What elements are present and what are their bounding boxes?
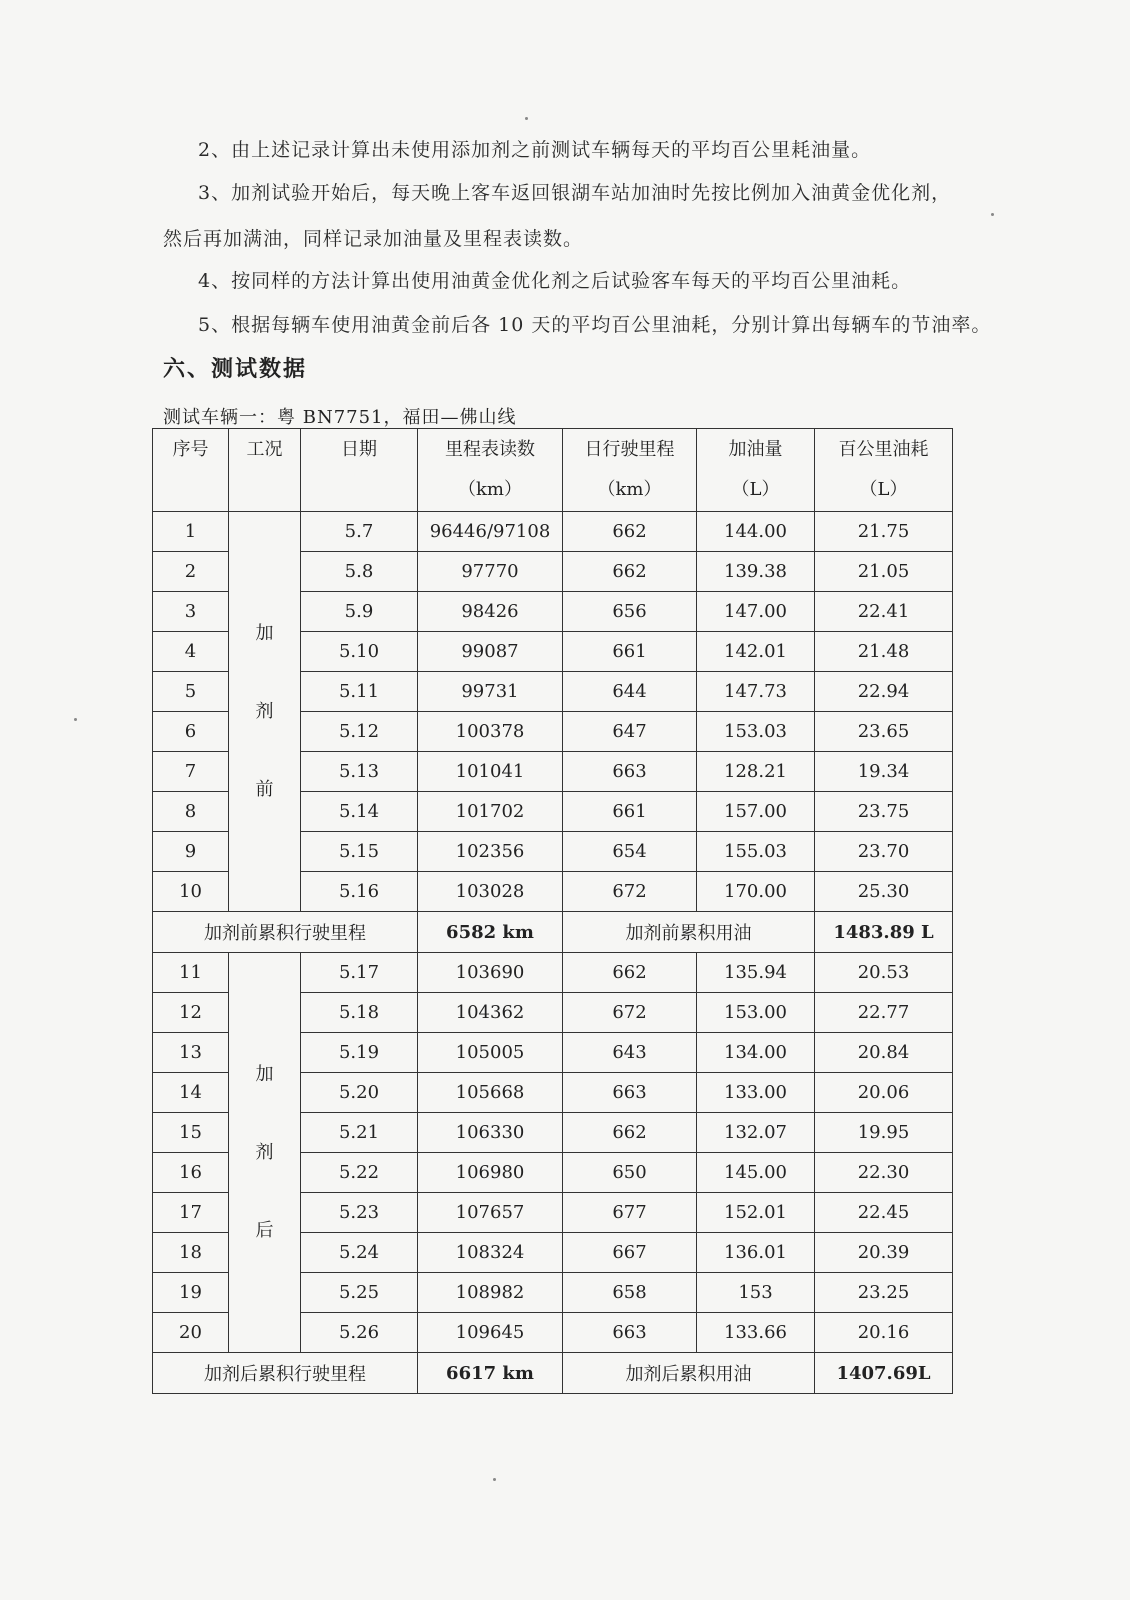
consumption-cell: 25.30 [815,872,953,912]
row-number: 6 [153,712,229,752]
row-number: 10 [153,872,229,912]
daily-distance-cell: 662 [563,512,697,552]
odometer-cell: 102356 [418,832,563,872]
column-header [697,429,815,512]
scan-speck [74,718,77,721]
summary-fuel-value: 1483.89 L [815,912,953,953]
fuel-added-cell: 170.00 [697,872,815,912]
odometer-cell: 105005 [418,1033,563,1073]
scan-speck [525,117,528,120]
fuel-added-cell: 155.03 [697,832,815,872]
consumption-cell: 23.25 [815,1273,953,1313]
row-number: 19 [153,1273,229,1313]
summary-distance-value: 6582 km [418,912,563,953]
consumption-cell: 21.48 [815,632,953,672]
fuel-added-cell: 157.00 [697,792,815,832]
fuel-added-cell: 139.38 [697,552,815,592]
fuel-added-cell: 133.00 [697,1073,815,1113]
fuel-added-cell: 135.94 [697,953,815,993]
row-number: 14 [153,1073,229,1113]
row-number: 11 [153,953,229,993]
condition-char: 剂 [255,700,274,722]
date-cell: 5.23 [301,1193,418,1233]
scan-speck [493,1478,496,1481]
fuel-added-cell: 144.00 [697,512,815,552]
consumption-cell: 22.45 [815,1193,953,1233]
row-number: 2 [153,552,229,592]
fuel-added-cell: 147.73 [697,672,815,712]
test-data-table [152,428,953,1394]
row-number: 7 [153,752,229,792]
step-2: 2、由上述记录计算出未使用添加剂之前测试车辆每天的平均百公里耗油量。 [198,139,872,161]
consumption-cell: 19.34 [815,752,953,792]
odometer-cell: 96446/97108 [418,512,563,552]
column-header-unit [153,470,228,510]
row-number: 8 [153,792,229,832]
odometer-cell: 97770 [418,552,563,592]
step-3-continued: 然后再加满油，同样记录加油量及里程表读数。 [163,228,584,250]
odometer-cell: 107657 [418,1193,563,1233]
condition-char: 剂 [255,1141,274,1163]
row-number: 15 [153,1113,229,1153]
date-cell: 5.10 [301,632,418,672]
date-cell: 5.18 [301,993,418,1033]
consumption-cell: 20.06 [815,1073,953,1113]
date-cell: 5.14 [301,792,418,832]
fuel-added-cell: 153.00 [697,993,815,1033]
fuel-added-cell: 147.00 [697,592,815,632]
daily-distance-cell: 658 [563,1273,697,1313]
column-header [815,429,953,512]
date-cell: 5.21 [301,1113,418,1153]
date-cell: 5.19 [301,1033,418,1073]
consumption-cell: 22.77 [815,993,953,1033]
step-3: 3、加剂试验开始后，每天晚上客车返回银湖车站加油时先按比例加入油黄金优化剂， [198,182,952,204]
date-cell: 5.7 [301,512,418,552]
fuel-added-cell: 128.21 [697,752,815,792]
odometer-cell: 98426 [418,592,563,632]
column-header-unit: （L） [859,479,908,500]
consumption-cell: 23.65 [815,712,953,752]
consumption-cell: 23.75 [815,792,953,832]
consumption-cell: 20.16 [815,1313,953,1353]
condition-cell [229,512,301,912]
odometer-cell: 101041 [418,752,563,792]
column-header-label: 里程表读数 [445,439,535,460]
summary-distance-value: 6617 km [418,1353,563,1394]
row-number: 12 [153,993,229,1033]
odometer-cell: 108982 [418,1273,563,1313]
daily-distance-cell: 650 [563,1153,697,1193]
odometer-cell: 106980 [418,1153,563,1193]
consumption-cell: 19.95 [815,1113,953,1153]
condition-char: 前 [255,778,274,800]
fuel-added-cell: 153 [697,1273,815,1313]
column-header-unit: （km） [458,479,522,500]
date-cell: 5.12 [301,712,418,752]
date-cell: 5.26 [301,1313,418,1353]
daily-distance-cell: 662 [563,1113,697,1153]
daily-distance-cell: 644 [563,672,697,712]
fuel-added-cell: 136.01 [697,1233,815,1273]
daily-distance-cell: 643 [563,1033,697,1073]
row-number: 18 [153,1233,229,1273]
fuel-added-cell: 134.00 [697,1033,815,1073]
odometer-cell: 104362 [418,993,563,1033]
summary-fuel-value: 1407.69L [815,1353,953,1394]
date-cell: 5.22 [301,1153,418,1193]
row-number: 3 [153,592,229,632]
date-cell: 5.15 [301,832,418,872]
date-cell: 5.25 [301,1273,418,1313]
daily-distance-cell: 663 [563,1313,697,1353]
daily-distance-cell: 677 [563,1193,697,1233]
condition-char: 加 [255,1063,274,1085]
date-cell: 5.17 [301,953,418,993]
summary-fuel-label: 加剂后累积用油 [563,1353,815,1394]
daily-distance-cell: 662 [563,953,697,993]
odometer-cell: 101702 [418,792,563,832]
row-number: 9 [153,832,229,872]
odometer-cell: 105668 [418,1073,563,1113]
odometer-cell: 103690 [418,953,563,993]
condition-char: 加 [255,622,274,644]
consumption-cell: 22.30 [815,1153,953,1193]
row-number: 13 [153,1033,229,1073]
daily-distance-cell: 663 [563,1073,697,1113]
odometer-cell: 106330 [418,1113,563,1153]
consumption-cell: 21.75 [815,512,953,552]
date-cell: 5.24 [301,1233,418,1273]
odometer-cell: 99731 [418,672,563,712]
row-number: 16 [153,1153,229,1193]
daily-distance-cell: 654 [563,832,697,872]
column-header-unit: （km） [597,479,662,500]
table-row [153,512,953,552]
date-cell: 5.9 [301,592,418,632]
row-number: 20 [153,1313,229,1353]
daily-distance-cell: 663 [563,752,697,792]
column-header-unit [229,470,300,510]
consumption-cell: 20.39 [815,1233,953,1273]
fuel-added-cell: 133.66 [697,1313,815,1353]
summary-fuel-label: 加剂前累积用油 [563,912,815,953]
daily-distance-cell: 672 [563,872,697,912]
row-number: 1 [153,512,229,552]
odometer-cell: 109645 [418,1313,563,1353]
fuel-added-cell: 152.01 [697,1193,815,1233]
column-header-label: 工况 [246,439,283,460]
consumption-cell: 20.84 [815,1033,953,1073]
consumption-cell: 22.94 [815,672,953,712]
daily-distance-cell: 662 [563,552,697,592]
column-header-unit [301,470,417,510]
column-header [301,429,418,512]
summary-distance-label: 加剂前累积行驶里程 [153,912,418,953]
scan-speck [991,213,994,216]
row-number: 4 [153,632,229,672]
row-number: 17 [153,1193,229,1233]
fuel-added-cell: 142.01 [697,632,815,672]
fuel-added-cell: 145.00 [697,1153,815,1193]
daily-distance-cell: 667 [563,1233,697,1273]
column-header-unit: （L） [731,479,780,500]
daily-distance-cell: 656 [563,592,697,632]
date-cell: 5.20 [301,1073,418,1113]
date-cell: 5.16 [301,872,418,912]
column-header [153,429,229,512]
daily-distance-cell: 672 [563,993,697,1033]
column-header [418,429,563,512]
summary-distance-label: 加剂后累积行驶里程 [153,1353,418,1394]
column-header-label: 加油量 [728,439,783,460]
column-header-label: 序号 [172,439,209,460]
condition-char: 后 [255,1219,274,1241]
odometer-cell: 108324 [418,1233,563,1273]
column-header [229,429,301,512]
row-number: 5 [153,672,229,712]
step-4: 4、按同样的方法计算出使用油黄金优化剂之后试验客车每天的平均百公里油耗。 [198,270,912,292]
vehicle-line: 测试车辆一：粤 BN7751，福田—佛山线 [163,407,517,428]
header-row [153,429,953,512]
daily-distance-cell: 661 [563,632,697,672]
table-row [153,953,953,993]
date-cell: 5.11 [301,672,418,712]
fuel-added-cell: 153.03 [697,712,815,752]
consumption-cell: 22.41 [815,592,953,632]
consumption-cell: 23.70 [815,832,953,872]
odometer-cell: 103028 [418,872,563,912]
fuel-added-cell: 132.07 [697,1113,815,1153]
column-header-label: 日期 [341,439,377,460]
summary-row [153,912,953,953]
consumption-cell: 20.53 [815,953,953,993]
condition-cell [229,953,301,1353]
date-cell: 5.8 [301,552,418,592]
summary-row [153,1353,953,1394]
column-header-label: 日行驶里程 [584,439,675,460]
step-5: 5、根据每辆车使用油黄金前后各 10 天的平均百公里油耗，分别计算出每辆车的节油率。 [198,314,992,336]
column-header [563,429,697,512]
daily-distance-cell: 661 [563,792,697,832]
odometer-cell: 99087 [418,632,563,672]
column-header-label: 百公里油耗 [838,439,929,460]
daily-distance-cell: 647 [563,712,697,752]
date-cell: 5.13 [301,752,418,792]
consumption-cell: 21.05 [815,552,953,592]
section-title: 六、测试数据 [163,357,308,382]
odometer-cell: 100378 [418,712,563,752]
